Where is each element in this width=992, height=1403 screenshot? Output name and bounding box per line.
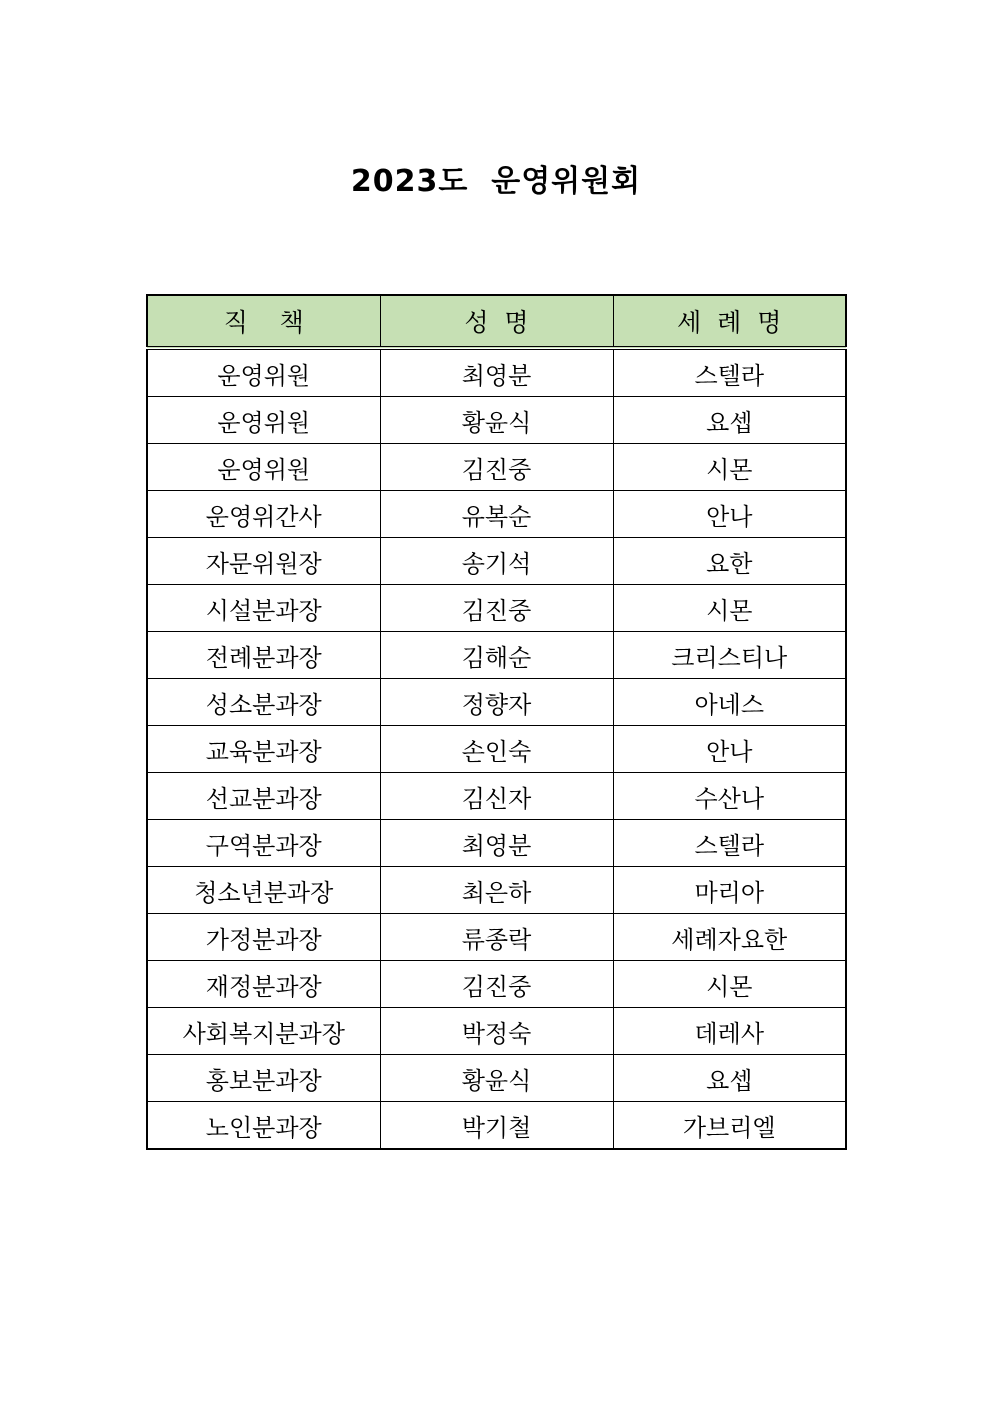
cell-position: 운영위원: [147, 444, 380, 491]
cell-position: 구역분과장: [147, 820, 380, 867]
cell-position: 시설분과장: [147, 585, 380, 632]
cell-baptismal-name: 요셉: [613, 1055, 846, 1102]
table-row: [147, 444, 846, 491]
cell-name: 김해순: [380, 632, 613, 679]
cell-baptismal-name: 가브리엘: [613, 1102, 846, 1150]
cell-name: 손인숙: [380, 726, 613, 773]
cell-baptismal-name: 요한: [613, 538, 846, 585]
table-row: [147, 1102, 846, 1150]
cell-baptismal-name: 안나: [613, 726, 846, 773]
cell-position: 자문위원장: [147, 538, 380, 585]
table-row: [147, 397, 846, 444]
cell-name: 김진중: [380, 444, 613, 491]
table-row: [147, 491, 846, 538]
cell-baptismal-name: 수산나: [613, 773, 846, 820]
table-header: [147, 295, 846, 348]
table-row: [147, 538, 846, 585]
cell-baptismal-name: 요셉: [613, 397, 846, 444]
cell-name: 김진중: [380, 585, 613, 632]
table-row: [147, 1008, 846, 1055]
cell-name: 송기석: [380, 538, 613, 585]
cell-name: 류종락: [380, 914, 613, 961]
table-row: [147, 348, 846, 397]
cell-baptismal-name: 스텔라: [613, 348, 846, 397]
table-row: [147, 679, 846, 726]
cell-baptismal-name: 시몬: [613, 444, 846, 491]
header-baptismal-name: 세 례 명: [613, 295, 846, 348]
cell-position: 사회복지분과장: [147, 1008, 380, 1055]
header-name: 성 명: [380, 295, 613, 348]
table-row: [147, 773, 846, 820]
table-row: [147, 632, 846, 679]
cell-baptismal-name: 아네스: [613, 679, 846, 726]
cell-position: 교육분과장: [147, 726, 380, 773]
cell-position: 운영위원: [147, 397, 380, 444]
table-row: [147, 1055, 846, 1102]
cell-position: 가정분과장: [147, 914, 380, 961]
cell-baptismal-name: 크리스티나: [613, 632, 846, 679]
cell-baptismal-name: 시몬: [613, 961, 846, 1008]
cell-position: 재정분과장: [147, 961, 380, 1008]
header-row: [147, 295, 846, 348]
cell-baptismal-name: 마리아: [613, 867, 846, 914]
cell-name: 박기철: [380, 1102, 613, 1150]
cell-name: 황윤식: [380, 1055, 613, 1102]
cell-name: 김신자: [380, 773, 613, 820]
cell-baptismal-name: 데레사: [613, 1008, 846, 1055]
cell-name: 김진중: [380, 961, 613, 1008]
table-row: [147, 820, 846, 867]
cell-name: 박정숙: [380, 1008, 613, 1055]
table-row: [147, 914, 846, 961]
cell-name: 황윤식: [380, 397, 613, 444]
cell-name: 최은하: [380, 867, 613, 914]
cell-baptismal-name: 안나: [613, 491, 846, 538]
table-body: [147, 348, 846, 1149]
cell-baptismal-name: 세례자요한: [613, 914, 846, 961]
cell-name: 유복순: [380, 491, 613, 538]
committee-roster-table: [146, 294, 847, 1150]
cell-position: 운영위원: [147, 348, 380, 397]
cell-position: 전례분과장: [147, 632, 380, 679]
cell-name: 정향자: [380, 679, 613, 726]
table-row: [147, 585, 846, 632]
cell-position: 노인분과장: [147, 1102, 380, 1150]
cell-position: 청소년분과장: [147, 867, 380, 914]
document-title: 2023도 운영위원회: [350, 164, 642, 199]
header-position: 직 책: [147, 295, 380, 348]
cell-name: 최영분: [380, 348, 613, 397]
cell-position: 선교분과장: [147, 773, 380, 820]
cell-position: 운영위간사: [147, 491, 380, 538]
cell-baptismal-name: 스텔라: [613, 820, 846, 867]
table-row: [147, 961, 846, 1008]
cell-baptismal-name: 시몬: [613, 585, 846, 632]
table-row: [147, 726, 846, 773]
table-row: [147, 867, 846, 914]
cell-name: 최영분: [380, 820, 613, 867]
cell-position: 성소분과장: [147, 679, 380, 726]
cell-position: 홍보분과장: [147, 1055, 380, 1102]
